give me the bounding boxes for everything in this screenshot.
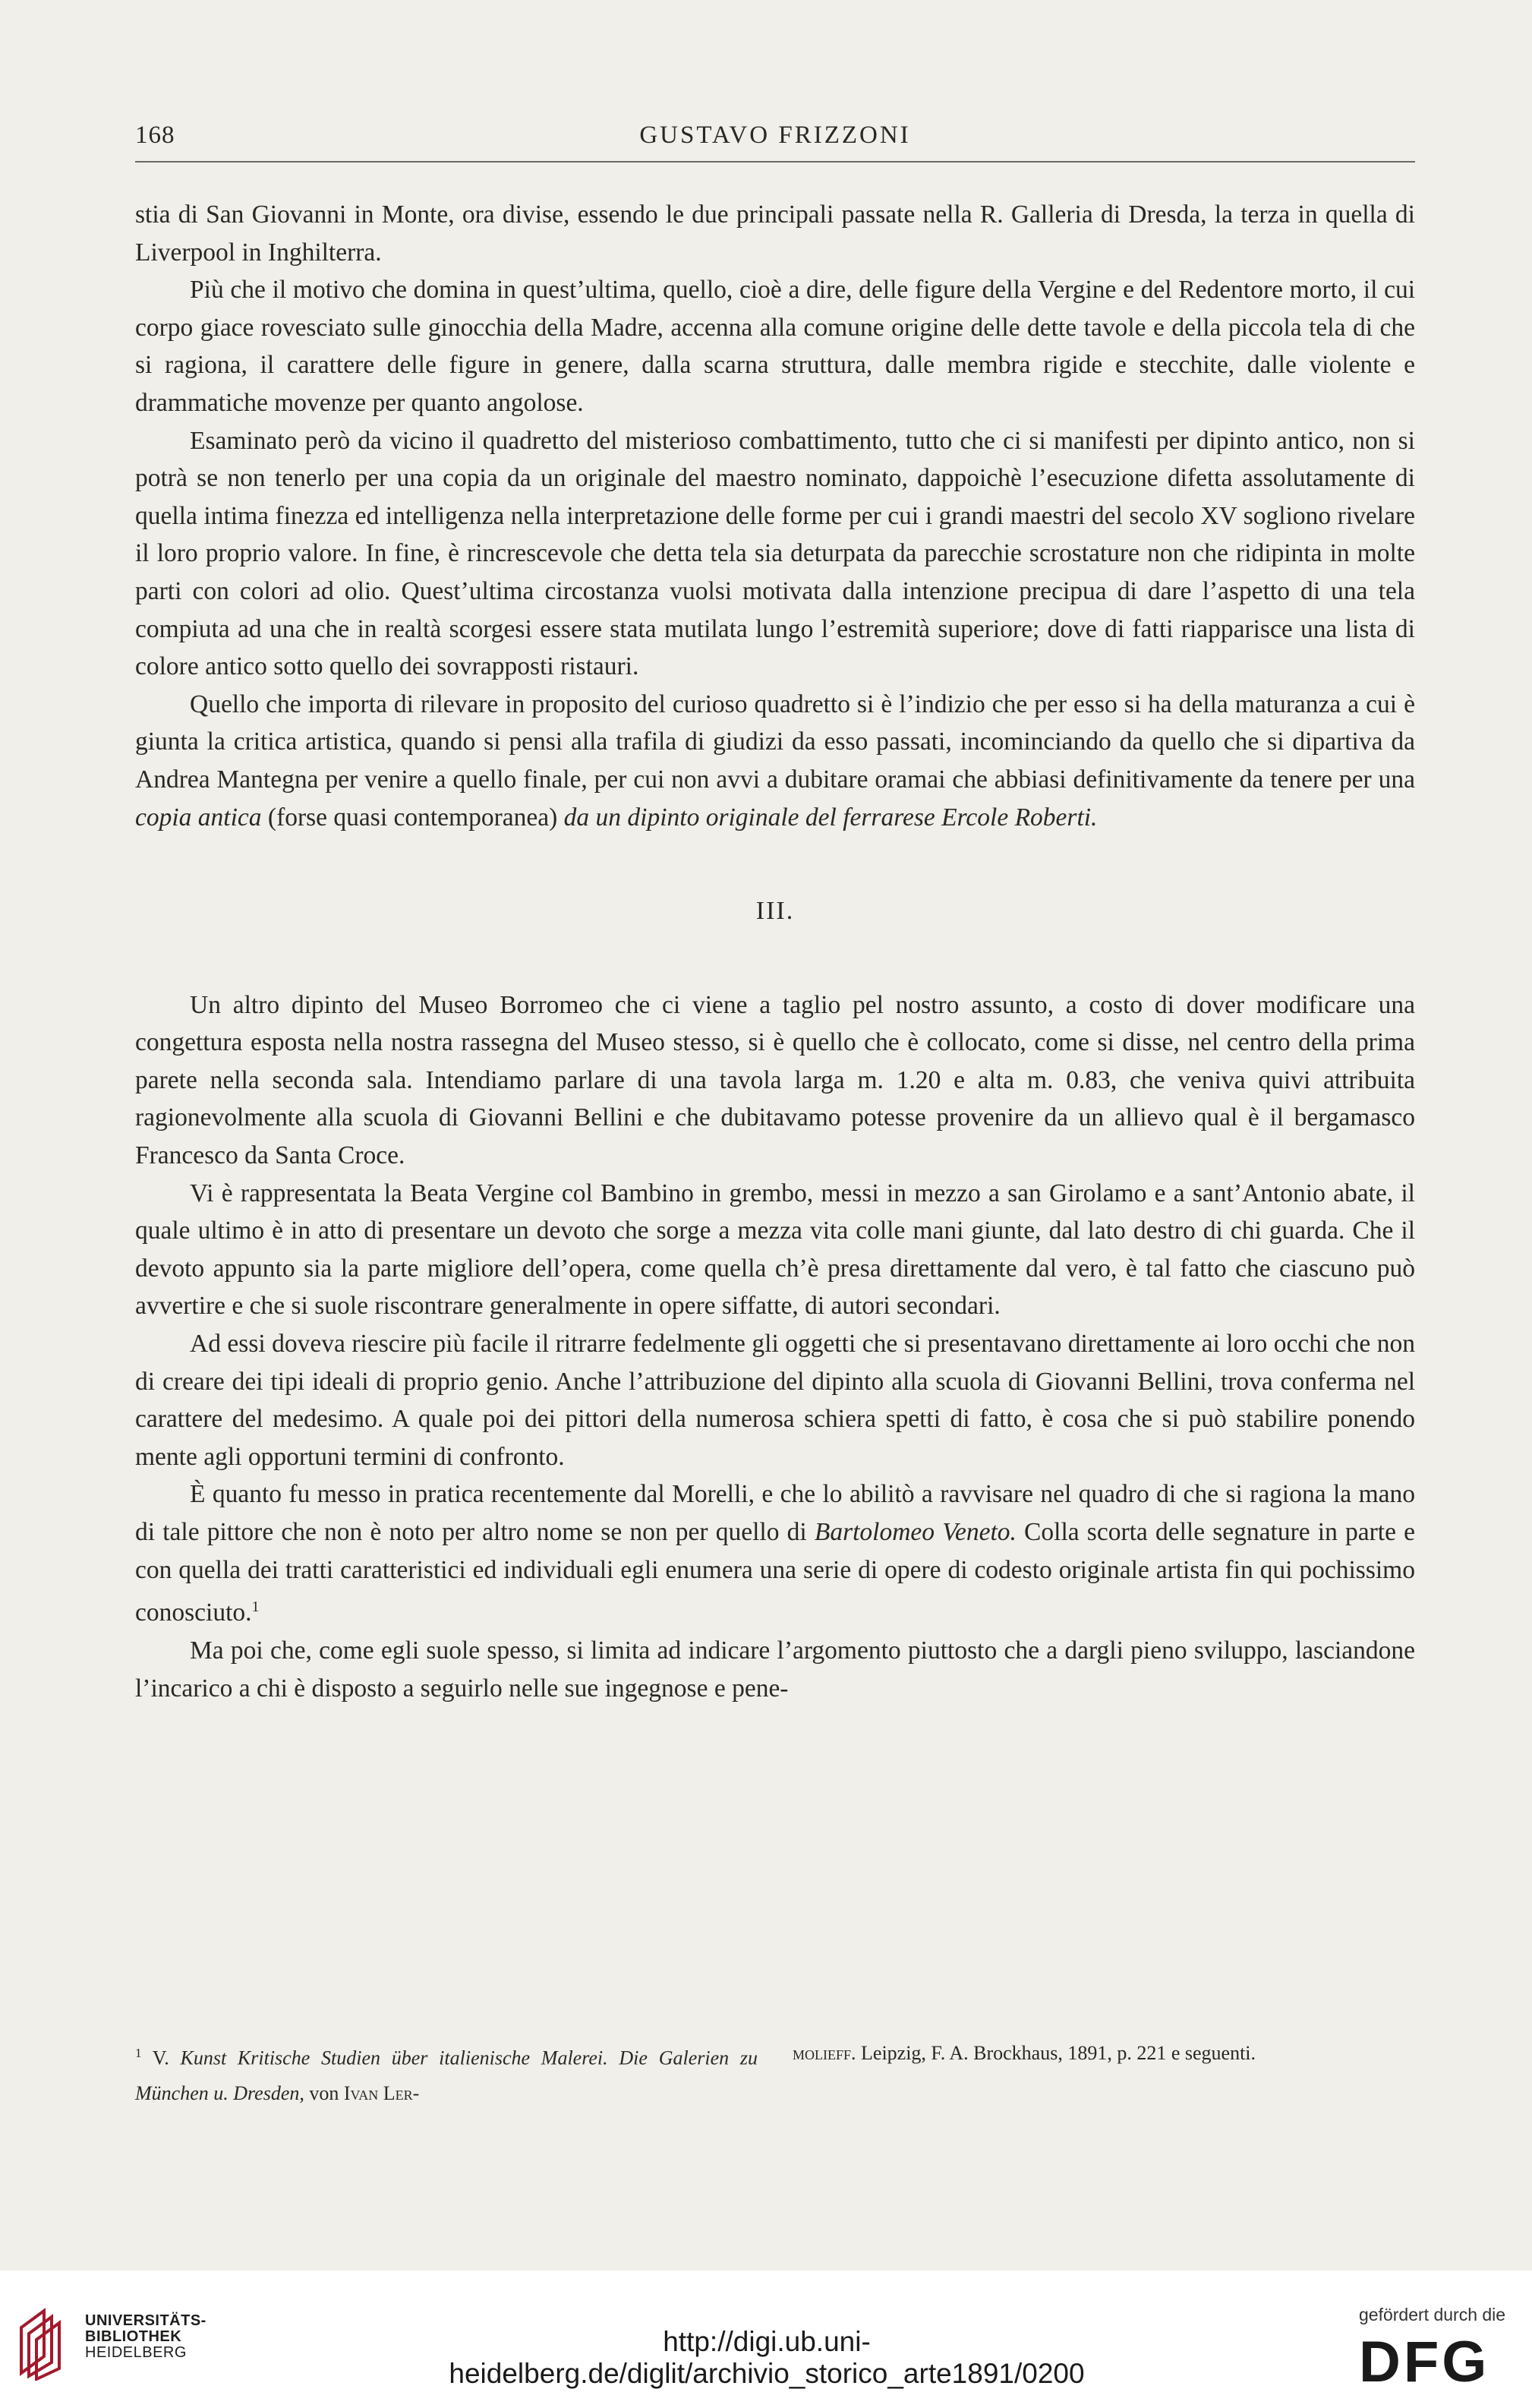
italic-text: da un dipinto originale del ferrarese Ercole Roberti.	[563, 803, 1098, 832]
text-run: Colla scorta delle segnature in parte e con quella dei tratti caratteristici ed individuali egli enumera una serie di opere di codesto originale artista fin qui pochissimo conosciuto.	[135, 1518, 1415, 1627]
footnote-author: Ivan Ler-	[343, 2081, 420, 2104]
header-rule	[135, 161, 1415, 163]
footnote-marker: 1	[135, 2046, 142, 2060]
footnote-text: V.	[152, 2047, 181, 2069]
paragraph: Ad essi doveva riescire più facile il ritrarre fedelmente gli oggetti che si presentavano direttamente ai loro occhi che non di creare dei tipi ideali di proprio genio. Anche l’attribuzione del dipinto alla scuola di Giovanni Bellini, trova conferma nel carattere del medesimo. A quale poi dei pittori della numerosa schiera spetti di fatto, è cosa che si può stabilire ponendo mente agli opportuni termini di confronto.	[135, 1330, 1415, 1471]
dfg-logo-icon[interactable]: DFG	[1359, 2330, 1490, 2394]
text-run: (forse quasi contemporanea)	[261, 803, 564, 832]
footnote-text: Leipzig, F. A. Brockhaus, 1891, p. 221 e seguenti.	[856, 2042, 1256, 2064]
text-run: Quello che importa di rilevare in proposito del curioso quadretto si è l’indizio che per esso si ha della maturanza a cui è giunta la critica artistica, quando si pensi alla trafila di giudizi da esso passati, incominciando da quello che si dipartiva da Andrea Mantegna per venire a quello finale, per cui non avvi a dubitare oramai che abbiasi definitivamente da tenere per una	[135, 690, 1415, 794]
library-name-line: UNIVERSITÄTS-	[85, 2312, 206, 2329]
footnote-author: molieff.	[793, 2042, 856, 2064]
footnote-title: Kunst Kritische Studien über italienische Malerei. Die Galerien zu München u. Dresden,	[135, 2047, 758, 2104]
footnote-right	[793, 2036, 1415, 2111]
library-name-line: BIBLIOTHEK	[85, 2328, 182, 2345]
page-number: 168	[135, 122, 175, 149]
footnote-text: von	[304, 2081, 344, 2104]
paragraph: Più che il motivo che domina in quest’ultima, quello, cioè a dire, delle figure della Vergine e del Redentore morto, il cui corpo giace rovesciato sulle ginocchia della Madre, accenna alla comune origine delle dette tavole e della piccola tela di che si ragiona, il carattere delle figure in genere, dalla scarna struttura, dalle membra rigide e stecchite, dalle violente e drammatiche movenze per quanto angolose.	[135, 276, 1415, 417]
text-run: È quanto fu messo in pratica recentemente dal Morelli, e che lo abilitò a ravvisare nel quadro di che si ragiona la mano di tale pittore che non è noto per altro nome se non per quello di	[135, 1480, 1415, 1546]
paragraph	[135, 1475, 1415, 1632]
library-logo-icon[interactable]	[14, 2305, 73, 2381]
library-name-line: HEIDELBERG	[85, 2344, 187, 2361]
paragraph: Esaminato però da vicino il quadretto del misterioso combattimento, tutto che ci si manifesti per dipinto antico, non si potrà se non tenerlo per una copia da un originale del maestro nominato, dappoichè l’esecuzione difetta assolutamente di quella intima finezza ed intelligenza nella interpretazione delle forme per cui i grandi maestri del secolo XV sogliono rivelare il loro proprio valore. In fine, è rincrescevole che detta tela sia deturpata da parecchie scrostature non che ridipinta in molte parti con colori ad olio. Quest’ultima circostanza vuolsi motivata dalla intenzione precipua di dare l’aspetto di una tela compiuta ad una che in realtà scorgesi essere stata mutilata lungo l’estremità superiore; dove di fatti riapparisce una lista di colore antico sotto quello dei sovrapposti ristauri.	[135, 426, 1415, 681]
page-header	[135, 122, 1415, 159]
paragraph	[135, 686, 1415, 836]
permalink[interactable]: http://digi.ub.uni-heidelberg.de/diglit/archivio_storico_arte1891/0200	[449, 2326, 1085, 2389]
paragraph: stia di San Giovanni in Monte, ora divise, essendo le due principali passate nella R. Galleria di Dresda, la terza in quella di Liverpool in Inghilterra.	[135, 200, 1415, 267]
footnote-left	[135, 2036, 758, 2111]
section-heading: III.	[755, 897, 795, 926]
italic-text: copia antica	[135, 803, 262, 832]
footnote	[135, 2036, 1415, 2111]
italic-text: Bartolomeo Veneto.	[814, 1518, 1017, 1546]
paragraph: Ma poi che, come egli suole spesso, si limita ad indicare l’argomento piuttosto che a dargli pieno sviluppo, lasciandone l’incarico a chi è disposto a seguirlo nelle sue ingegnose e pene-	[135, 1636, 1415, 1703]
library-name[interactable]	[85, 2313, 206, 2361]
funding-label: gefördert durch die	[1359, 2305, 1506, 2324]
footnote-ref: 1	[251, 1598, 260, 1616]
paragraph: Vi è rappresentata la Beata Vergine col Bambino in grembo, messi in mezzo a san Girolamo e a sant’Antonio abate, il quale ultimo è in atto di presentare un devoto che sorge a mezza vita colle mani giunte, dal lato destro di chi guarda. Che il devoto appunto sia la parte migliore dell’opera, come quella ch’è presa direttamente dal vero, è tal fatto che ciascuno può avvertire e che si suole riscontrare generalmente in opere siffatte, di autori secondari.	[135, 1179, 1415, 1321]
running-title: GUSTAVO FRIZZONI	[639, 122, 911, 149]
main-text	[135, 196, 1415, 1707]
paragraph: Un altro dipinto del Museo Borromeo che ci viene a taglio pel nostro assunto, a costo di dover modificare una congettura esposta nella nostra rassegna del Museo stesso, si è quello che è collocato, come si disse, nel centro della prima parete nella seconda sala. Intendiamo parlare di una tavola larga m. 1.20 e alta m. 0.83, che veniva quivi attribuita ragionevolmente alla scuola di Giovanni Bellini e che dubitavamo potesse provenire da un allievo qual è il bergamasco Francesco da Santa Croce.	[135, 990, 1415, 1170]
